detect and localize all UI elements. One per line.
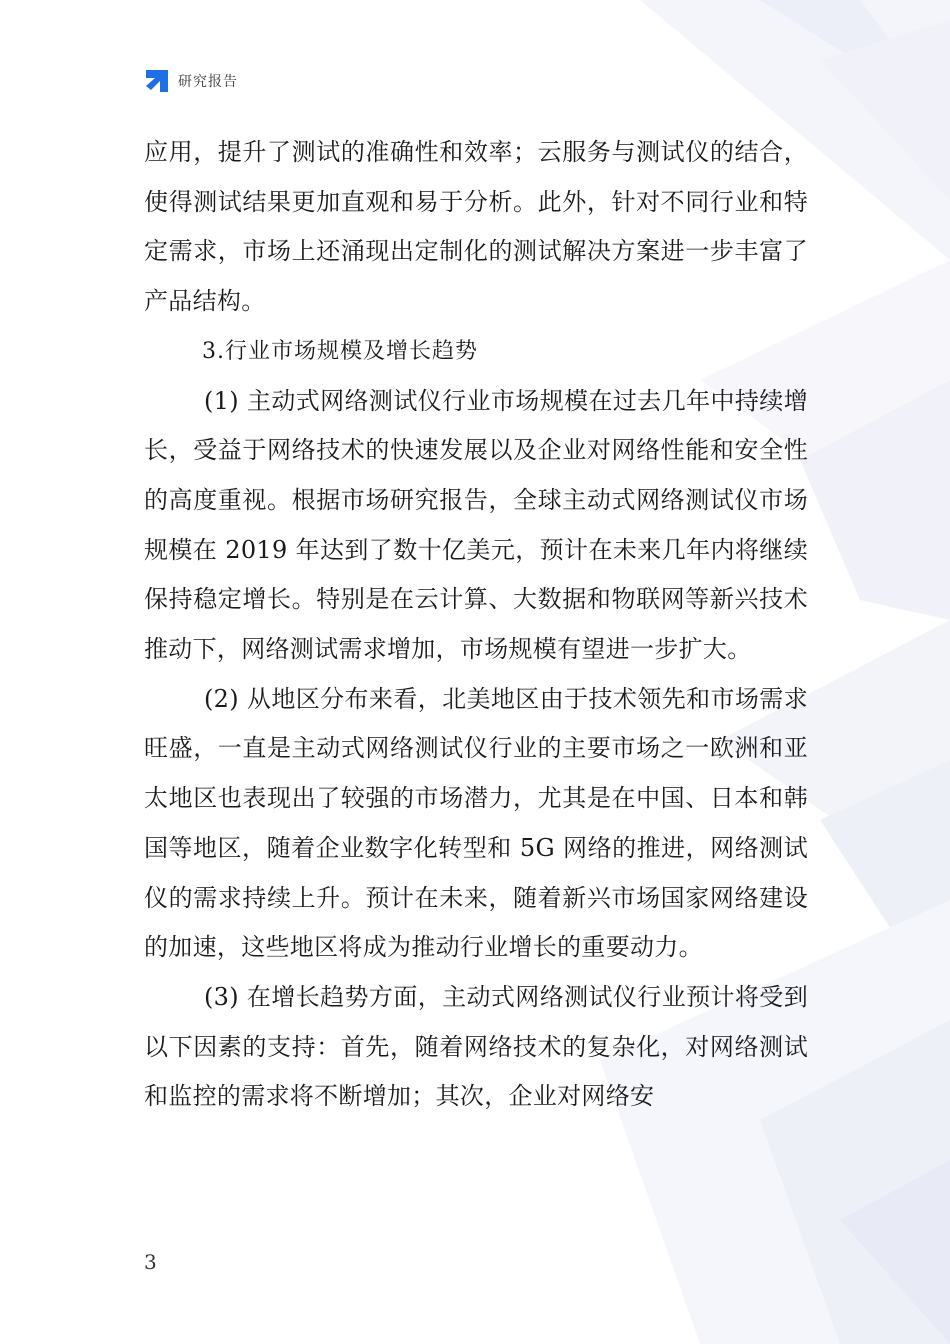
paragraph-product-structure: 应用，提升了测试的准确性和效率；云服务与测试仪的结合，使得测试结果更加直观和易于分析。此外，针对不同行业和特定需求，市场上还涌现出定制化的测试解决方案进一步丰富了产品结构。	[144, 138, 808, 316]
section-heading-market-size: 3.行业市场规模及增长趋势	[202, 338, 478, 364]
report-header	[144, 66, 238, 96]
paragraph-market-size: (1) 主动式网络测试仪行业市场规模在过去几年中持续增长，受益于网络技术的快速发展以及企业对网络性能和安全性的高度重视。根据市场研究报告，全球主动式网络测试仪市场规模在 2019 年达到了数十亿美元，预计在未来几年内将继续保持稳定增长。特别是在云计算、大数据和物联网等新兴技术推动下，网络测试需求增加，市场规模有望进一步扩大。	[144, 386, 808, 664]
header-title: 研究报告	[178, 74, 238, 90]
paragraph-growth-trend: (3) 在增长趋势方面，主动式网络测试仪行业预计将受到以下因素的支持：首先，随着网络技术的复杂化，对网络测试和监控的需求将不断增加；其次，企业对网络安	[144, 982, 808, 1111]
document-body	[144, 128, 808, 1122]
page-number: 3	[144, 1250, 157, 1274]
arrow-up-right-logo-icon	[144, 68, 170, 94]
paragraph-regional-distribution: (2) 从地区分布来看，北美地区由于技术领先和市场需求旺盛，一直是主动式网络测试仪行业的主要市场之一欧洲和亚太地区也表现出了较强的市场潜力，尤其是在中国、日本和韩国等地区，随着企业数字化转型和 5G 网络的推进，网络测试仪的需求持续上升。预计在未来，随着新兴市场国家网络建设的加速，这些地区将成为推动行业增长的重要动力。	[144, 684, 808, 962]
